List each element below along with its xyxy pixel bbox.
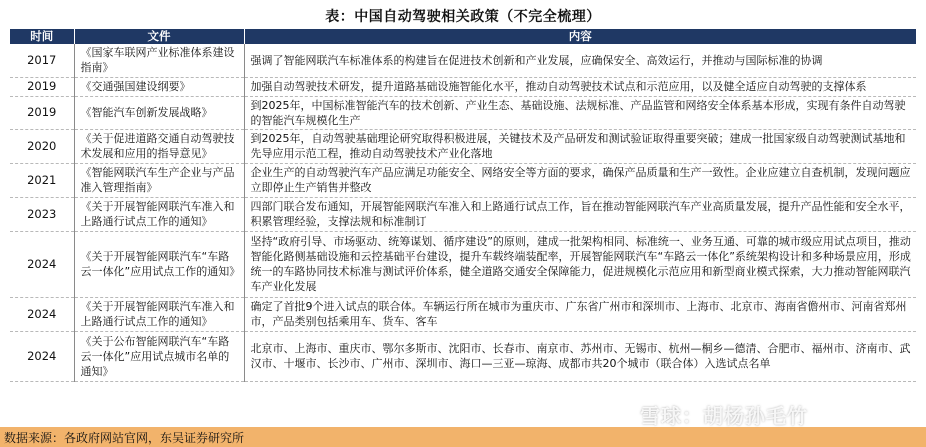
source-footer: [0, 427, 926, 447]
table-row: [10, 231, 916, 297]
table-row: [10, 297, 916, 331]
table-row: [10, 44, 916, 77]
column-header-content: 内容: [244, 29, 916, 44]
policy-table: [10, 29, 916, 382]
row-document: 《智能汽车创新发展战略》: [74, 96, 244, 129]
row-year: 2023: [10, 197, 74, 231]
row-content: 加强自动驾驶技术研发，提升道路基础设施智能化水平，推动自动驾驶技术试点和示范应用，以及健全适应自动驾驶的支撑体系: [244, 77, 916, 96]
source-note: 数据来源：各政府网站官网，东吴证券研究所: [4, 431, 245, 445]
row-document: 《国家车联网产业标准体系建设指南》: [74, 44, 244, 77]
table-row: [10, 77, 916, 96]
row-content: 北京市、上海市、重庆市、鄂尔多斯市、沈阳市、长春市、南京市、苏州市、无锡市、杭州—桐乡—德清、合肥市、福州市、济南市、武汉市、十堰市、长沙市、广州市、深圳市、海口—三亚—琼海、成都市共20个城市（联合体）入选试点名单: [244, 331, 916, 381]
row-document: 《交通强国建设纲要》: [74, 77, 244, 96]
row-content: 坚持“政府引导、市场驱动、统筹谋划、循序建设”的原则，建成一批架构相同、标准统一、业务互通、可靠的城市级应用试点项目，推动智能化路侧基础设施和云控基础平台建设，提升车载终端装配率，开展智能网联汽车“车路云一体化”系统架构设计和多种场景应用，形成统一的车路协同技术标准与测试评价体系，健全道路交通安全保障能力，促进规模化示范应用和新型商业模式探索，大力推动智能网联汽车产业化发展: [244, 231, 916, 297]
row-document: 《智能网联汽车生产企业与产品准入管理指南》: [74, 163, 244, 197]
row-content: 到2025年，自动驾驶基础理论研究取得积极进展，关键技术及产品研发和测试验证取得重要突破；建成一批国家级自动驾驶测试基地和先导应用示范工程，推动自动驾驶技术产业化落地: [244, 129, 916, 163]
row-document: 《关于开展智能网联汽车准入和上路通行试点工作的通知》: [74, 197, 244, 231]
row-year: 2024: [10, 297, 74, 331]
row-document: 《关于促进道路交通自动驾驶技术发展和应用的指导意见》: [74, 129, 244, 163]
row-content: 确定了首批9个进入试点的联合体。车辆运行所在城市为重庆市、广东省广州市和深圳市、上海市、北京市、海南省儋州市、河南省郑州市，产品类别包括乘用车、货车、客车: [244, 297, 916, 331]
table-row: [10, 129, 916, 163]
column-header-year: 时间: [10, 29, 74, 44]
row-content: 到2025年，中国标准智能汽车的技术创新、产业生态、基础设施、法规标准、产品监管和网络安全体系基本形成，实现有条件自动驾驶的智能汽车规模化生产: [244, 96, 916, 129]
row-document: 《关于开展智能网联汽车“车路云一体化”应用试点工作的通知》: [74, 231, 244, 297]
row-content: 强调了智能网联汽车标准体系的构建旨在促进技术创新和产业发展，应确保安全、高效运行，并推动与国际标准的协调: [244, 44, 916, 77]
table-title: 表：中国自动驾驶相关政策（不完全梳理）: [325, 9, 601, 25]
row-document: 《关于公布智能网联汽车“车路云一体化”应用试点城市名单的通知》: [74, 331, 244, 381]
row-document: 《关于开展智能网联汽车准入和上路通行试点工作的通知》: [74, 297, 244, 331]
row-year: 2024: [10, 331, 74, 381]
row-content: 企业生产的自动驾驶汽车产品应满足功能安全、网络安全等方面的要求，确保产品质量和生产一致性。企业应建立自查机制，发现问题应立即停止生产销售并整改: [244, 163, 916, 197]
row-year: 2017: [10, 44, 74, 77]
table-header-row: [10, 29, 916, 44]
watermark: 雪球：胡杨孙毛竹: [640, 404, 808, 428]
table-row: [10, 163, 916, 197]
table-row: [10, 331, 916, 381]
row-year: 2021: [10, 163, 74, 197]
column-header-document: 文件: [74, 29, 244, 44]
row-year: 2019: [10, 96, 74, 129]
row-year: 2020: [10, 129, 74, 163]
row-year: 2019: [10, 77, 74, 96]
row-year: 2024: [10, 231, 74, 297]
row-content: 四部门联合发布通知，开展智能网联汽车准入和上路通行试点工作，旨在推动智能网联汽车产业高质量发展，提升产品性能和安全水平，积累管理经验，支撑法规和标准制订: [244, 197, 916, 231]
table-row: [10, 197, 916, 231]
table-row: [10, 96, 916, 129]
